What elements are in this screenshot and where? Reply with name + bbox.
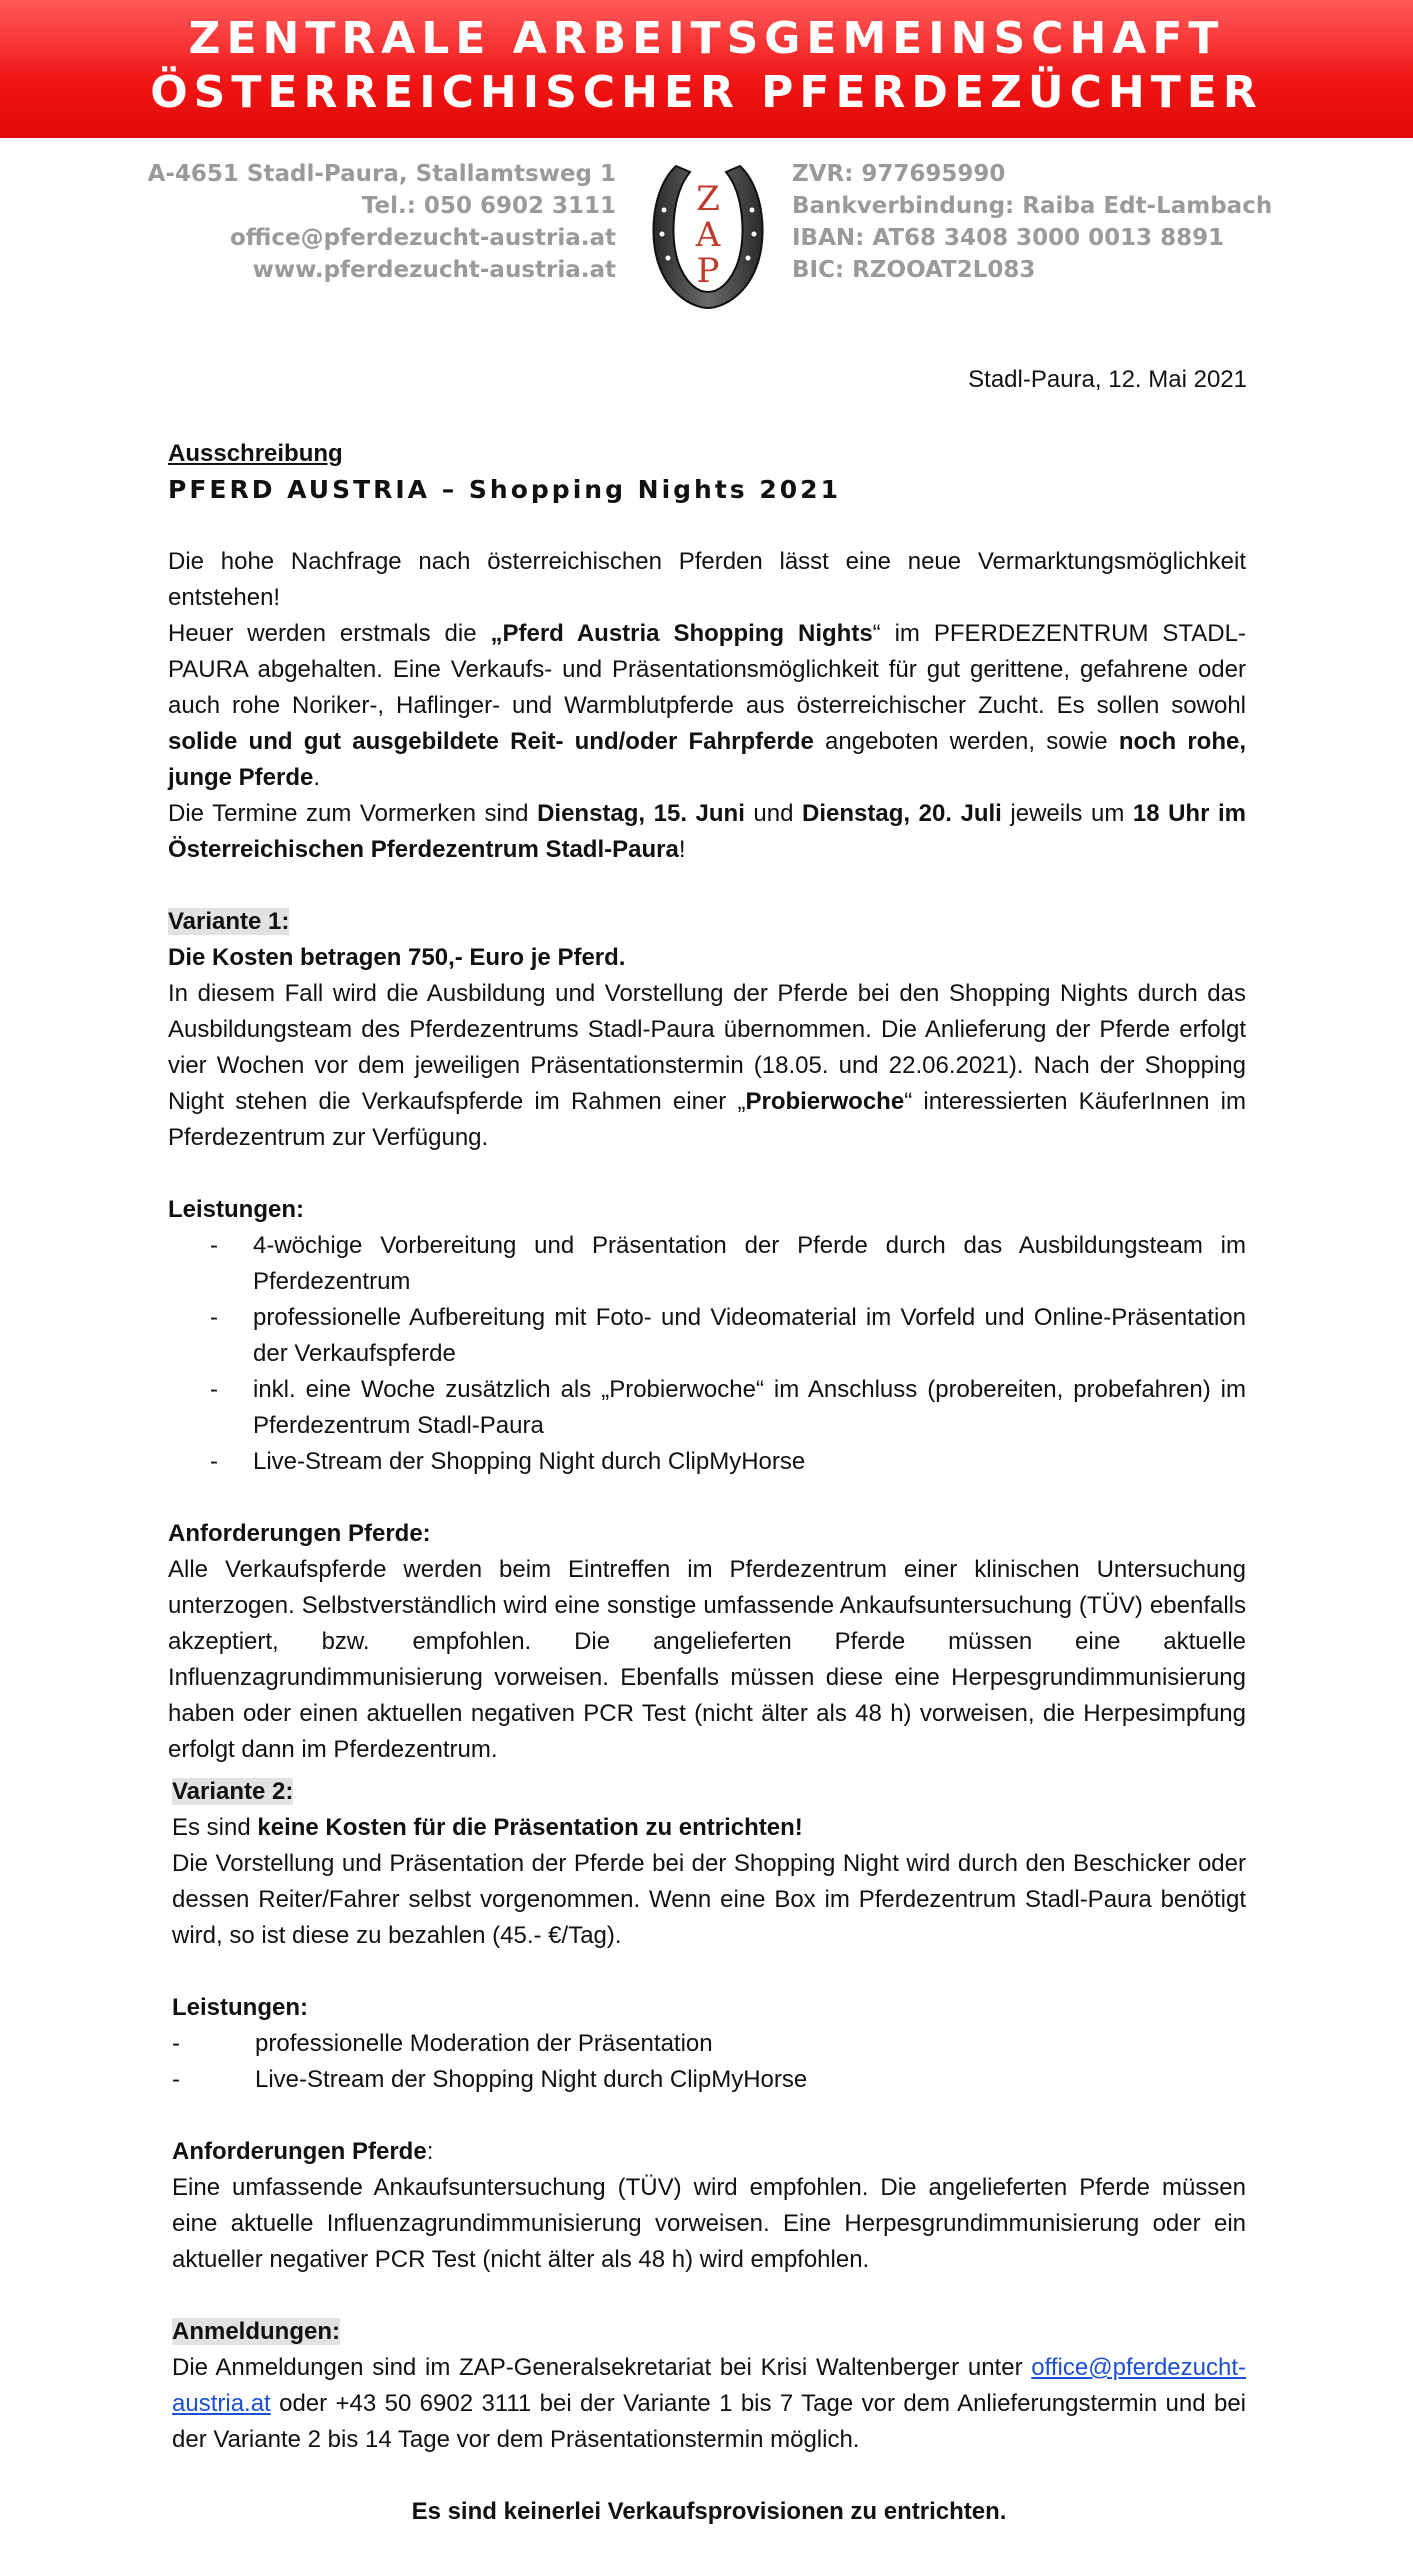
anmeldungen-label: Anmeldungen: [172, 2318, 340, 2345]
heading-label: Ausschreibung [168, 440, 343, 467]
email-link[interactable]: office@pferdezucht-austria.at [229, 225, 616, 251]
website-link[interactable]: www.pferdezucht-austria.at [252, 257, 616, 283]
zvr: ZVR: 977695990 [792, 161, 1006, 187]
variante2-anforderungen-label: Anforderungen Pferde: [172, 2138, 434, 2165]
variante1-cost: Die Kosten betragen 750,- Euro je Pferd. [168, 944, 626, 971]
variante1-anforderungen-label: Anforderungen Pferde: [168, 1520, 431, 1547]
list-item: - Live-Stream der Shopping Night durch ClipMyHorse [210, 1448, 806, 1475]
bic: BIC: RZOOAT2L083 [792, 257, 1036, 283]
variante2-cost: Es sind keine Kosten für die Präsentation zu entrichten! [172, 1814, 803, 1841]
iban: IBAN: AT68 3408 3000 0013 8891 [792, 225, 1225, 251]
variante2-label: Variante 2: [172, 1778, 294, 1805]
document-body [168, 436, 1246, 2530]
logo-letter-z: Z [696, 179, 720, 219]
variante1-label: Variante 1: [168, 908, 290, 935]
address: A-4651 Stadl-Paura, Stallamtsweg 1 [147, 161, 616, 187]
list-item: - Live-Stream der Shopping Night durch ClipMyHorse [172, 2066, 808, 2093]
registration-email-link[interactable]: office@pferdezucht-austria.at [172, 2354, 1246, 2417]
org-name-line2: ÖSTERREICHISCHER PFERDEZÜCHTER [150, 67, 1263, 118]
zap-logo [646, 158, 770, 310]
contact-block [148, 158, 616, 286]
list-item: - inkl. eine Woche zusätzlich als „Probierwoche“ im Anschluss (probereiten, probefahren) im Pferdezentrum Stadl-Paura [210, 1376, 1246, 1439]
phone: Tel.: 050 6902 3111 [361, 193, 616, 219]
variante1-leistungen-label: Leistungen: [168, 1196, 304, 1223]
variante2-leistungen-list [172, 2026, 1246, 2098]
list-item: - 4-wöchige Vorbereitung und Präsentation der Pferde durch das Ausbildungsteam im Pferdezentrum [210, 1232, 1246, 1295]
variante2-leistungen-label: Leistungen: [172, 1994, 308, 2021]
letter-date: Stadl-Paura, 12. Mai 2021 [968, 366, 1247, 393]
logo-letter-a: A [695, 215, 721, 255]
variante1-leistungen-list [168, 1228, 1246, 1480]
footer-note: Es sind keinerlei Verkaufsprovisionen zu entrichten. [411, 2498, 1007, 2525]
list-item: - professionelle Moderation der Präsentation [172, 2030, 713, 2057]
variante1-anforderungen: Alle Verkaufspferde werden beim Eintreffen im Pferdezentrum einer klinischen Untersuchung unterzogen. Selbstverständlich wird eine sonstige umfassende Ankaufsuntersuchung (TÜV) ebenfalls akzeptiert, bzw. empfohlen. Die angelieferten Pferde müssen eine aktuelle Influenzagrundimmunisierung vorweisen. Ebenfalls müssen diese eine Herpesgrundimmunisierung haben oder einen aktuellen negativen PCR Test (nicht älter als 48 h) vorweisen, die Herpesimpfung erfolgt dann im Pferdezentrum. [168, 1556, 1246, 1763]
horseshoe-icon [646, 158, 770, 310]
list-item: - professionelle Aufbereitung mit Foto- und Videomaterial im Vorfeld und Online-Präsentation der Verkaufspferde [210, 1304, 1246, 1367]
intro-line1: Die hohe Nachfrage nach österreichischen Pferden lässt eine neue Vermarktungsmöglichkeit entstehen! [168, 548, 1246, 611]
anmeldungen-text: Die Anmeldungen sind im ZAP-Generalsekretariat bei Krisi Waltenberger unter office@pferdezucht-austria.at oder +43 50 6902 3111 bei der Variante 1 bis 7 Tage vor dem Anlieferungstermin und bei der Variante 2 bis 14 Tage vor dem Präsentationstermin möglich. [172, 2354, 1246, 2453]
header-banner [0, 0, 1413, 138]
document-title: PFERD AUSTRIA – Shopping Nights 2021 [168, 475, 841, 504]
logo-letter-p: P [696, 251, 720, 291]
variante2-text: Die Vorstellung und Präsentation der Pferde bei der Shopping Night wird durch den Beschicker oder dessen Reiter/Fahrer selbst vorgenommen. Wenn eine Box im Pferdezentrum Stadl-Paura benötigt wird, so ist diese zu bezahlen (45.- €/Tag). [172, 1850, 1246, 1949]
intro-paragraph2: Heuer werden erstmals die „Pferd Austria Shopping Nights“ im PFERDEZENTRUM STADL-PAURA abgehalten. Eine Verkaufs- und Präsentationsmöglichkeit für gut gerittene, gefahrene oder auch rohe Noriker-, Haflinger- und Warmblutpferde aus österreichischer Zucht. Es sollen sowohl solide und gut ausgebildete Reit- und/oder Fahrpferde angeboten werden, sowie noch rohe, junge Pferde. [168, 620, 1247, 791]
org-name-line1: ZENTRALE ARBEITSGEMEINSCHAFT [188, 13, 1225, 64]
variante2-anforderungen: Eine umfassende Ankaufsuntersuchung (TÜV) wird empfohlen. Die angelieferten Pferde müssen eine aktuelle Influenzagrundimmunisierung vorweisen. Eine Herpesgrundimmunisierung oder ein aktueller negativer PCR Test (nicht älter als 48 h) wird empfohlen. [172, 2174, 1246, 2273]
intro-paragraph3: Die Termine zum Vormerken sind Dienstag, 15. Juni und Dienstag, 20. Juli jeweils um 18 Uhr im Österreichischen Pferdezentrum Stadl-Paura! [168, 800, 1246, 863]
bank-block [792, 158, 1272, 286]
bank: Bankverbindung: Raiba Edt-Lambach [792, 193, 1273, 219]
variante1-text: In diesem Fall wird die Ausbildung und Vorstellung der Pferde bei den Shopping Nights durch das Ausbildungsteam des Pferdezentrums Stadl-Paura übernommen. Die Anlieferung der Pferde erfolgt vier Wochen vor dem jeweiligen Präsentationstermin (18.05. und 22.06.2021). Nach der Shopping Night stehen die Verkaufspferde im Rahmen einer „Probierwoche“ interessierten KäuferInnen im Pferdezentrum zur Verfügung. [168, 980, 1246, 1151]
